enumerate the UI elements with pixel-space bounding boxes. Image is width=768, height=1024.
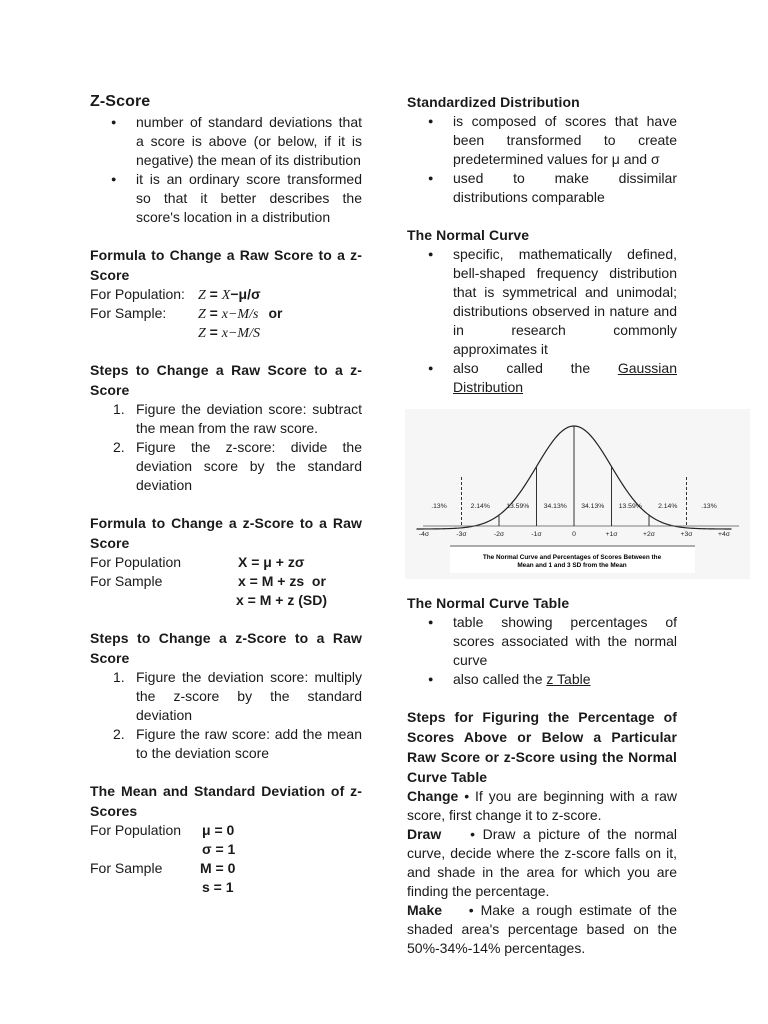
list-item: ● specific, mathematically defined, bell-shaped frequency distribution that is symmetrical and unimodal; distributions observed in nature and in research commonly approximates it — [407, 245, 677, 359]
formula-expression: −μ/σ — [230, 286, 261, 302]
section-heading: The Mean and Standard Deviation of z-Scores — [90, 783, 362, 819]
section-heading: Steps to Change a z-Score to a Raw Score — [90, 630, 362, 666]
step-draw — [407, 825, 681, 901]
section-heading: Steps for Figuring the Percentage of Scores Above or Below a Particular Raw Score or z-Score using the Normal Curve Table — [407, 709, 677, 785]
steps-list — [90, 400, 362, 495]
axis-tick-label: -4σ — [418, 531, 430, 538]
axis-tick-label: +4σ — [718, 531, 730, 538]
figure-caption-line-2: Mean and 1 and 3 SD from the Mean — [517, 562, 627, 569]
formula-symbol: Z — [198, 307, 206, 322]
list-item — [90, 438, 362, 495]
step-number: 2. — [113, 726, 125, 742]
formula-equals: = — [205, 286, 222, 302]
formula-expression: σ = 1 — [202, 841, 236, 857]
formula-label: For Sample: — [90, 305, 167, 321]
formula-label: For Population — [90, 822, 182, 838]
step-text: Figure the deviation score: multiply the z-score by the standard deviation — [136, 669, 362, 723]
left-column — [90, 88, 362, 897]
step-make — [407, 901, 681, 958]
section-heading: The Normal Curve — [407, 227, 530, 243]
formula-equals: = — [205, 324, 222, 340]
formula-symbol: Z — [198, 326, 206, 341]
mean-row-sample-sd — [90, 878, 362, 897]
mean-row-population — [90, 821, 362, 840]
list-item — [90, 668, 362, 725]
formula-expression: X = μ + zσ — [238, 554, 305, 570]
percentage-label: 2.14% — [658, 503, 678, 510]
zscore-bullet-list — [90, 113, 362, 227]
z-table-link: z Table — [546, 671, 591, 687]
step-text: • Make a rough estimate of the shaded area's percentage based on the 50%-34%-14% percentages. — [407, 902, 681, 956]
formula-label: For Population — [90, 554, 182, 570]
list-item: ● it is an ordinary score transformed so that it better describes the score's location in a distribution — [90, 170, 362, 227]
zscore-title: Z-Score — [90, 93, 151, 110]
list-item — [407, 670, 677, 689]
step-term: Make — [407, 902, 443, 918]
step-number: 1. — [113, 669, 125, 685]
axis-labels — [419, 531, 731, 538]
step-text: • Draw a picture of the normal curve, decide where the z-score falls on it, and shade in the area for which you are finding the percentage. — [407, 826, 681, 899]
formula-expression: x−M/s — [221, 307, 259, 322]
normal-curve-bullet-list — [407, 245, 677, 397]
bullet-text: also called the — [453, 360, 618, 376]
formula-row-sample — [90, 304, 362, 323]
section-heading: The Normal Curve Table — [407, 595, 570, 611]
bullet-text: also called the — [453, 671, 547, 687]
steps-list — [90, 668, 362, 763]
formula-row-sample-alt — [90, 323, 362, 342]
step-term: Draw — [407, 826, 442, 842]
step-text: Figure the z-score: divide the deviation score by the standard deviation — [136, 439, 362, 493]
formula-expression: x = M + z (SD) — [236, 592, 328, 608]
mean-row-population-sd — [90, 840, 362, 859]
axis-tick-label: +1σ — [605, 531, 618, 538]
step-number: 2. — [113, 439, 125, 455]
list-item: ● number of standard deviations that a score is above (or below, if it is negative) the mean of its distribution — [90, 113, 362, 170]
formula-expression: M = 0 — [200, 860, 236, 876]
normal-curve-figure — [405, 409, 750, 579]
section-heading: Formula to Change a z-Score to a Raw Score — [90, 515, 362, 551]
list-item — [407, 359, 677, 397]
formula-symbol: Z — [198, 288, 206, 303]
formula-equals: = — [205, 305, 222, 321]
formula-row-population — [90, 553, 362, 572]
percentage-label: .13% — [701, 503, 717, 510]
step-number: 1. — [113, 401, 125, 417]
formula-label: For Sample — [90, 573, 163, 589]
percentage-label: 34.13% — [543, 503, 567, 510]
axis-tick-label: -1σ — [531, 531, 542, 538]
formula-expression: μ = 0 — [202, 822, 235, 838]
section-heading: Formula to Change a Raw Score to a z-Score — [90, 247, 362, 283]
formula-expression: x−M/S — [221, 326, 260, 341]
axis-tick-label: 0 — [572, 531, 576, 538]
step-term: Change — [407, 788, 459, 804]
percentage-label: .13% — [431, 503, 447, 510]
list-item: ● is composed of scores that have been transformed to create predetermined values for μ and σ — [407, 112, 677, 169]
formula-row-population — [90, 285, 362, 304]
section-heading: Standardized Distribution — [407, 94, 580, 110]
step-change — [407, 787, 681, 825]
step-text: • If you are beginning with a raw score, first change it to z-score. — [407, 788, 681, 823]
step-text: Figure the raw score: add the mean to the deviation score — [136, 726, 362, 761]
standardized-bullet-list — [407, 112, 677, 207]
percentage-label: 13.59% — [506, 503, 530, 510]
axis-tick-label: -2σ — [493, 531, 505, 538]
formula-expression: x = M + zs or — [238, 573, 326, 589]
formula-row-sample-alt — [90, 591, 362, 610]
list-item — [90, 725, 362, 763]
axis-tick-label: -3σ — [456, 531, 467, 538]
formula-or: or — [268, 305, 283, 321]
step-text: Figure the deviation score: subtract the mean from the raw score. — [136, 401, 362, 436]
percentage-label: 34.13% — [581, 503, 605, 510]
mean-row-sample — [90, 859, 362, 878]
formula-label: For Sample — [90, 860, 163, 876]
figure-caption-line-1: The Normal Curve and Percentages of Scores Between the — [482, 554, 662, 561]
normal-curve-graphic — [405, 409, 750, 579]
percentage-label: 13.59% — [618, 503, 642, 510]
formula-row-sample — [90, 572, 362, 591]
gaussian-distribution-link: Gaussian Distribution — [453, 360, 677, 395]
curve-table-bullet-list — [407, 613, 677, 689]
section-heading: Steps to Change a Raw Score to a z-Score — [90, 362, 362, 398]
axis-tick-label: +3σ — [680, 531, 693, 538]
right-column — [407, 88, 730, 958]
list-item: ● used to make dissimilar distributions comparable — [407, 169, 677, 207]
list-item — [90, 400, 362, 438]
formula-label: For Population: — [90, 286, 185, 302]
formula-symbol: X — [221, 288, 231, 303]
axis-tick-label: +2σ — [643, 531, 655, 538]
list-item: ● table showing percentages of scores associated with the normal curve — [407, 613, 677, 670]
percentage-label: 2.14% — [470, 503, 490, 510]
formula-expression: s = 1 — [202, 879, 234, 895]
